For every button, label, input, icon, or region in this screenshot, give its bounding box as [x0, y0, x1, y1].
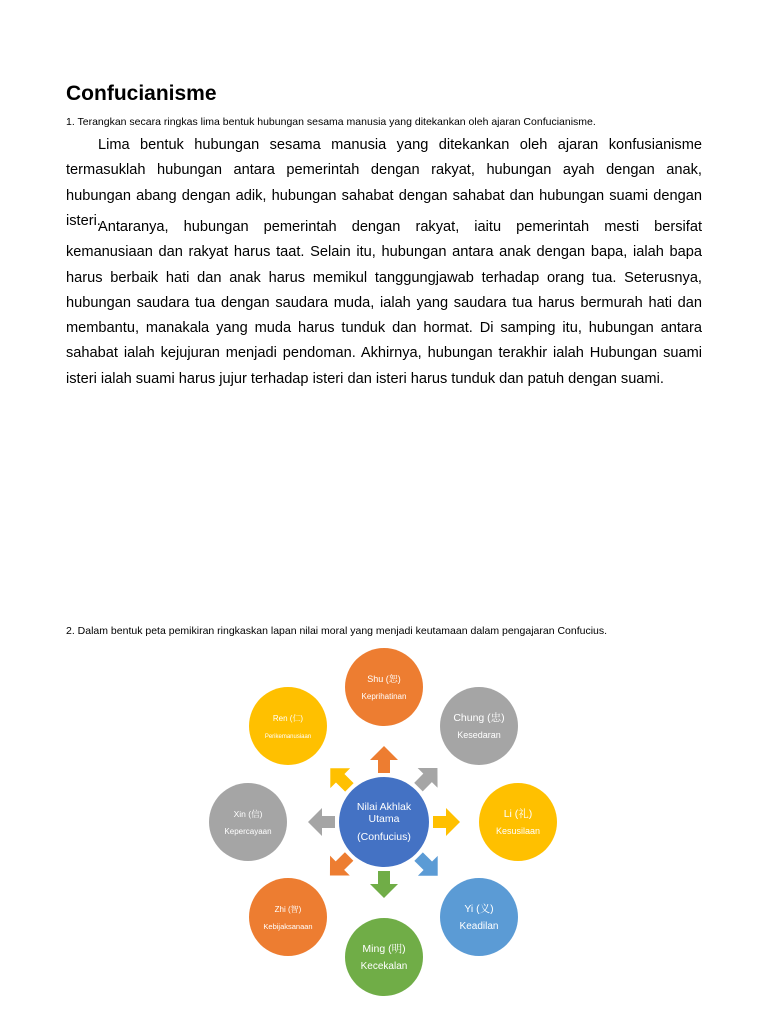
- value-node-circle: [345, 648, 423, 726]
- value-node: [345, 918, 423, 996]
- center-node: [339, 777, 429, 867]
- value-node-title: Xin (信): [233, 809, 263, 819]
- value-node-subtitle: Keadilan: [459, 921, 499, 932]
- arrow-icon: [370, 746, 398, 773]
- value-node-circle: [440, 878, 518, 956]
- value-node-title: Chung (忠): [453, 712, 505, 724]
- question-2: 2. Dalam bentuk peta pemikiran ringkaskan lapan nilai moral yang menjadi keutamaan dalam pengajaran Confucius.: [66, 625, 608, 637]
- value-node-circle: [440, 687, 518, 765]
- paragraph-2: Antaranya, hubungan pemerintah dengan rakyat, iaitu pemerintah mesti bersifat kemanusiaan dan rakyat harus taat. Selain itu, hubungan antara anak dengan bapa, ialah bapa harus berbaik hati dan anak harus memikul tanggungjawab terhadap orang tua. Seterusnya, hubungan saudara tua dengan saudara muda, ialah yang saudara tua harus bermurah hati dan membantu, manakala yang muda harus tunduk dan hormat. Di samping itu, hubungan antara sahabat ialah kejujuran menjadi pendoman. Akhirnya, hubungan terakhir ialah Hubungan suami isteri ialah suami harus jujur terhadap isteri dan isteri harus tunduk dan patuh dengan suami.: [66, 219, 702, 387]
- value-node-title: Ren (仁): [272, 714, 304, 723]
- value-node-circle: [345, 918, 423, 996]
- value-node: [209, 783, 287, 861]
- value-node: [479, 783, 557, 861]
- center-label-line3: (Confucius): [357, 831, 411, 843]
- value-node-subtitle: Kesedaran: [457, 730, 501, 740]
- value-node: [440, 878, 518, 956]
- value-node-circle: [209, 783, 287, 861]
- value-node-title: Zhi (智): [274, 905, 302, 914]
- document-title: Confucianisme: [66, 82, 217, 105]
- paragraph-1: Lima bentuk hubungan sesama manusia yang ditekankan oleh ajaran konfusianisme termasuklah hubungan antara pemerintah dengan rakyat, hubungan ayah dengan anak, hubungan abang dengan adik, hubungan sahabat dengan sahabat dan hubungan suami dengan isteri.: [66, 137, 702, 229]
- value-node-subtitle: Kesusilaan: [495, 826, 541, 836]
- value-node-subtitle: Kepercayaan: [224, 827, 272, 836]
- value-node-subtitle: Keprihatinan: [361, 692, 407, 701]
- value-node-subtitle: Kebijaksanaan: [263, 922, 313, 931]
- value-node-subtitle: Kecekalan: [360, 961, 408, 972]
- center-label-line1: Nilai Akhlak: [356, 801, 412, 813]
- value-node-subtitle: Perikemanusiaan: [264, 734, 312, 740]
- arrow-icon: [433, 808, 460, 836]
- value-node-circle: [249, 878, 327, 956]
- value-node-title: Ming (明): [362, 943, 406, 955]
- value-node: [249, 878, 327, 956]
- value-node-title: Yi (义): [464, 903, 494, 915]
- value-node-title: Li (礼): [503, 808, 533, 820]
- value-node-title: Shu (恕): [367, 674, 401, 684]
- value-node: [440, 687, 518, 765]
- arrow-icon: [308, 808, 335, 836]
- value-node: [345, 648, 423, 726]
- value-node-circle: [249, 687, 327, 765]
- question-1: 1. Terangkan secara ringkas lima bentuk hubungan sesama manusia yang ditekankan oleh ajaran Confucianisme.: [66, 116, 596, 128]
- value-node-circle: [479, 783, 557, 861]
- value-node: [249, 687, 327, 765]
- arrow-icon: [370, 871, 398, 898]
- center-label-line2: Utama: [368, 813, 400, 825]
